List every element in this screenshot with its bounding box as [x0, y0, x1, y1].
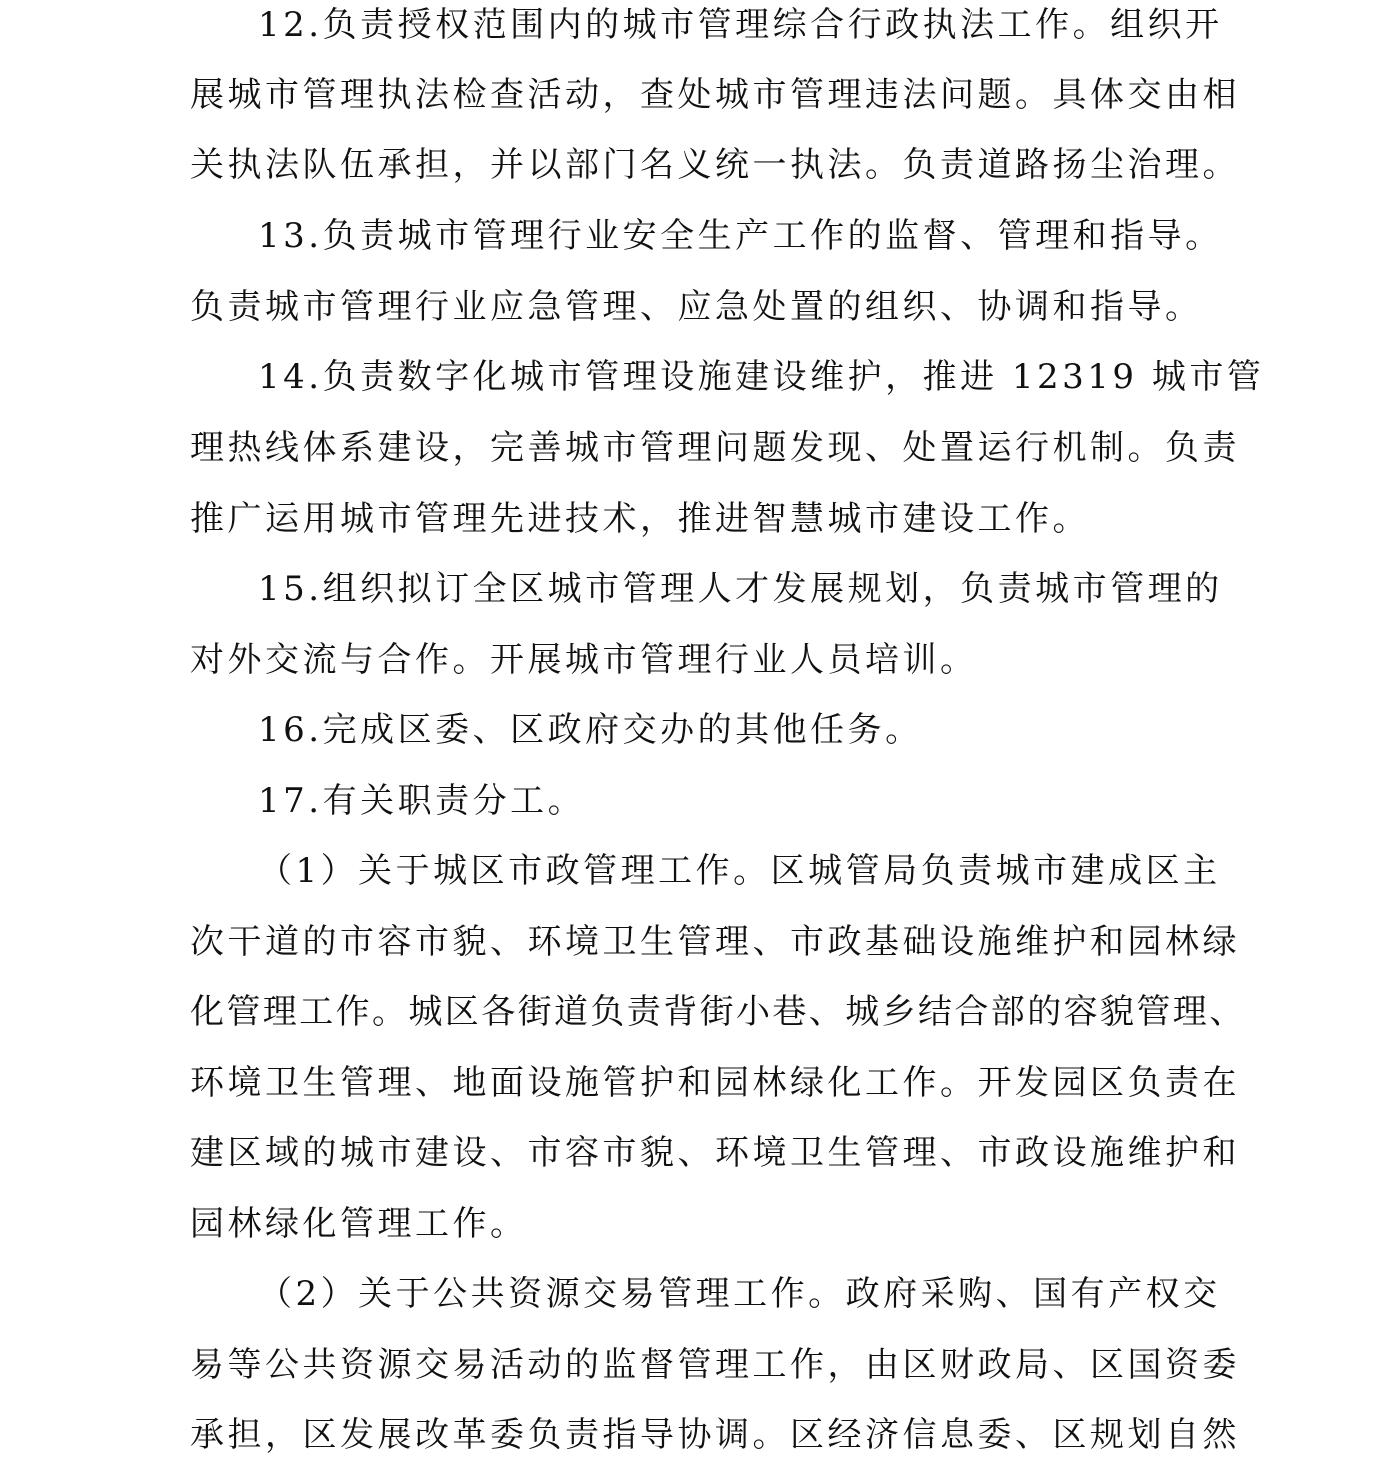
paragraph-14-line-2: 理热线体系建设，完善城市管理问题发现、处置运行机制。负责	[190, 428, 1240, 468]
paragraph-17-1-line-6: 园林绿化管理工作。	[190, 1204, 528, 1244]
paragraph-12-line-3: 关执法队伍承担，并以部门名义统一执法。负责道路扬尘治理。	[190, 145, 1240, 185]
paragraph-16: 16.完成区委、区政府交办的其他任务。	[258, 710, 923, 750]
paragraph-17-2-line-2: 易等公共资源交易活动的监督管理工作，由区财政局、区国资委	[190, 1345, 1240, 1385]
paragraph-12-line-1: 12.负责授权范围内的城市管理综合行政执法工作。组织开	[258, 5, 1223, 45]
paragraph-15-line-1: 15.组织拟订全区城市管理人才发展规划，负责城市管理的	[258, 569, 1223, 609]
paragraph-15-line-2: 对外交流与合作。开展城市管理行业人员培训。	[190, 640, 978, 680]
paragraph-14-line-1: 14.负责数字化城市管理设施建设维护，推进 12319 城市管	[258, 357, 1265, 397]
paragraph-13-line-2: 负责城市管理行业应急管理、应急处置的组织、协调和指导。	[190, 287, 1203, 327]
paragraph-12-line-2: 展城市管理执法检查活动，查处城市管理违法问题。具体交由相	[190, 75, 1240, 115]
paragraph-17-1-line-4: 环境卫生管理、地面设施管护和园林绿化工作。开发园区负责在	[190, 1063, 1240, 1103]
paragraph-17-heading: 17.有关职责分工。	[258, 781, 586, 821]
paragraph-17-1-line-5: 建区域的城市建设、市容市貌、环境卫生管理、市政设施维护和	[190, 1133, 1240, 1173]
paragraph-17-2-line-1: （2）关于公共资源交易管理工作。政府采购、国有产权交	[258, 1274, 1221, 1314]
paragraph-17-2-line-3: 承担，区发展改革委负责指导协调。区经济信息委、区规划自然	[190, 1415, 1240, 1455]
paragraph-13-line-1: 13.负责城市管理行业安全生产工作的监督、管理和指导。	[258, 216, 1223, 256]
paragraph-17-1-line-2: 次干道的市容市貌、环境卫生管理、市政基础设施维护和园林绿	[190, 922, 1240, 962]
paragraph-17-1-line-3: 化管理工作。城区各街道负责背街小巷、城乡结合部的容貌管理、	[190, 992, 1246, 1032]
paragraph-17-1-line-1: （1）关于城区市政管理工作。区城管局负责城市建成区主	[258, 851, 1221, 891]
paragraph-14-line-3: 推广运用城市管理先进技术，推进智慧城市建设工作。	[190, 499, 1090, 539]
